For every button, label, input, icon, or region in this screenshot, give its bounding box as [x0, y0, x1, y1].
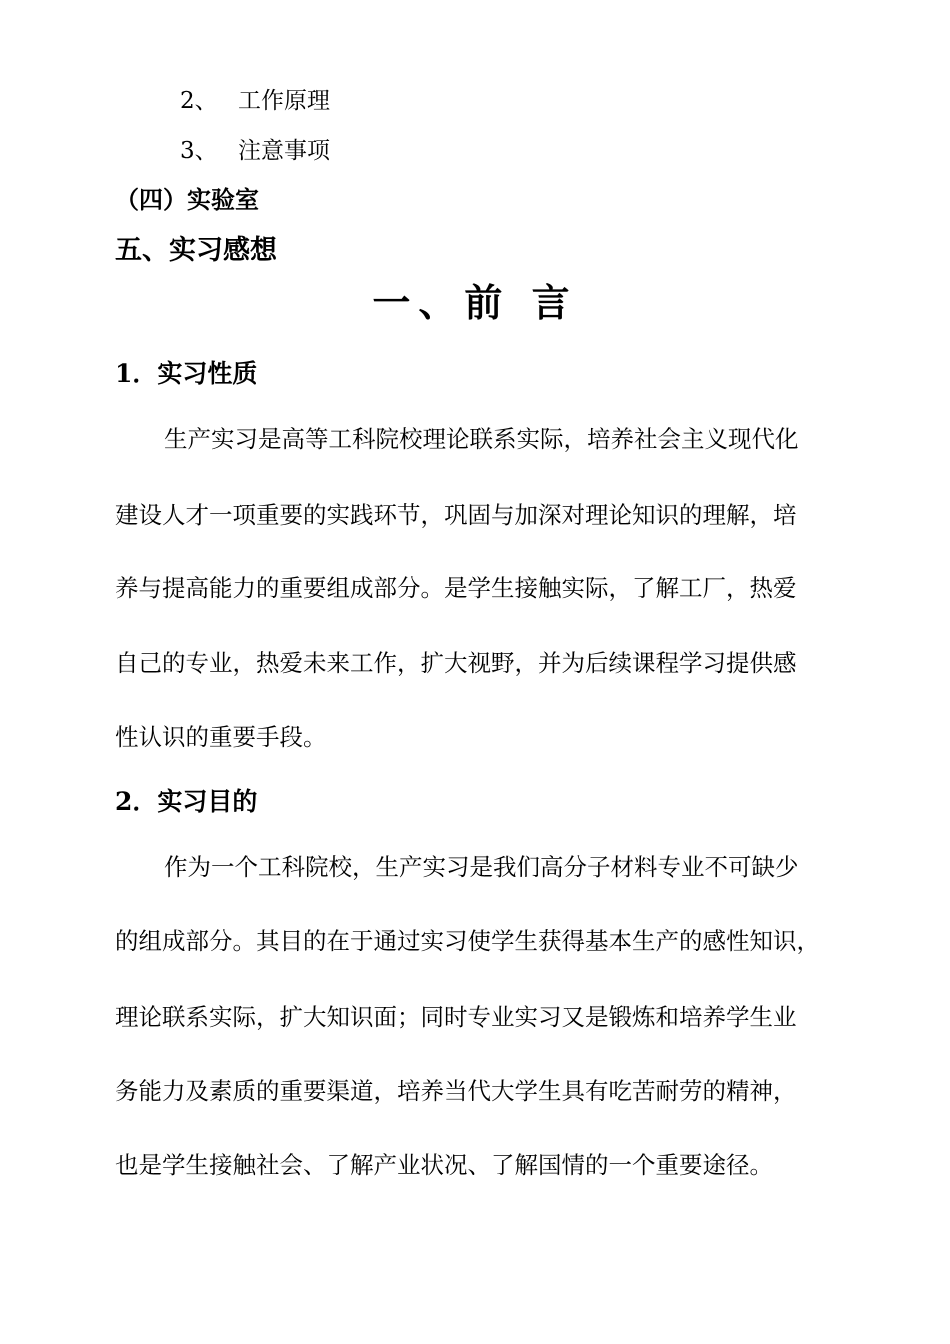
toc-item-precautions	[180, 136, 330, 166]
chapter-title: 一、前 言	[372, 280, 578, 325]
section-heading-purpose: 2．实习目的	[115, 787, 258, 816]
paragraph-line: 养与提高能力的重要组成部分。是学生接触实际，了解工厂，热爱	[115, 574, 797, 602]
toc-item-number: 3、	[180, 138, 218, 164]
paragraph-line: 也是学生接触社会、了解产业状况、了解国情的一个重要途径。	[115, 1151, 773, 1179]
toc-item-number: 2、	[180, 88, 218, 114]
toc-subsection-laboratory: （四）实验室	[115, 185, 259, 214]
paragraph-line: 务能力及素质的重要渠道，培养当代大学生具有吃苦耐劳的精神，	[115, 1077, 797, 1105]
paragraph-line: 性认识的重要手段。	[115, 723, 327, 751]
paragraph-line: 建设人才一项重要的实践环节，巩固与加深对理论知识的理解，培	[115, 501, 797, 529]
paragraph-line: 生产实习是高等工科院校理论联系实际，培养社会主义现代化	[164, 425, 799, 453]
paragraph-line: 自己的专业，热爱未来工作，扩大视野，并为后续课程学习提供感	[115, 649, 797, 677]
paragraph-line: 的组成部分。其目的在于通过实习使学生获得基本生产的感性知识，	[115, 927, 820, 955]
toc-item-label: 注意事项	[238, 138, 330, 164]
paragraph-line: 作为一个工科院校，生产实习是我们高分子材料专业不可缺少	[164, 853, 799, 881]
toc-item-working-principle	[180, 86, 330, 116]
toc-item-label: 工作原理	[238, 88, 330, 114]
section-heading-nature: 1．实习性质	[115, 359, 258, 388]
paragraph-line: 理论联系实际，扩大知识面；同时专业实习又是锻炼和培养学生业	[115, 1003, 797, 1031]
toc-section-reflections: 五、实习感想	[115, 235, 277, 266]
